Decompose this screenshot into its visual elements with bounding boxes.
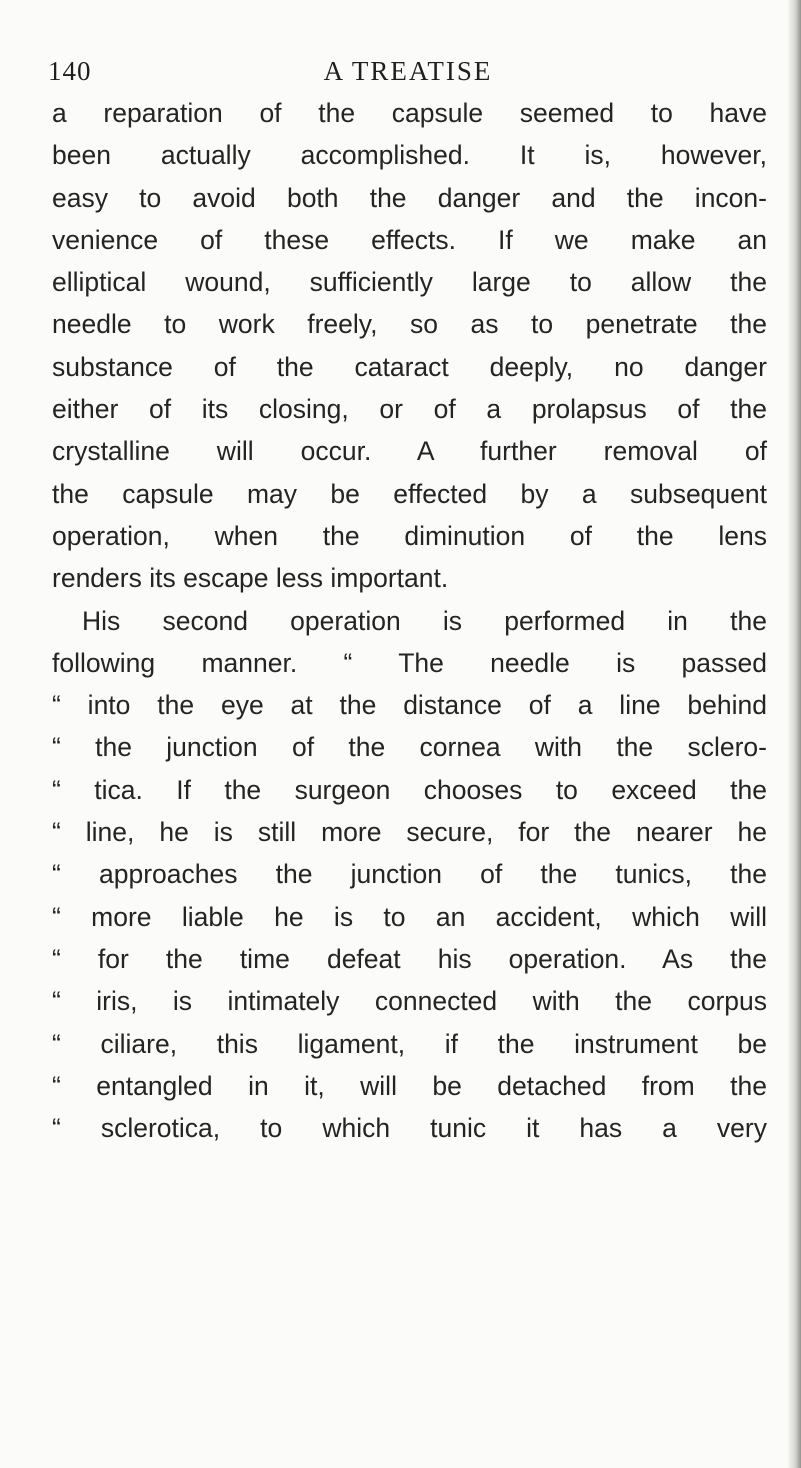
text-line: substance of the cataract deeply, no danger <box>52 351 767 382</box>
text-line: either of its closing, or of a prolapsus of the <box>52 394 767 425</box>
page-header <box>48 56 768 96</box>
quoted-line: “ line, he is still more secure, for the nearer he <box>52 817 767 848</box>
text-line: following manner. “ The needle is passed <box>52 647 767 678</box>
text-line: needle to work freely, so as to penetrate the <box>52 309 767 340</box>
quoted-line: “ ciliare, this ligament, if the instrument be <box>52 1028 767 1059</box>
text-line: elliptical wound, sufficiently large to allow the <box>52 267 767 298</box>
quoted-line: “ tica. If the surgeon chooses to exceed the <box>52 774 767 805</box>
running-head: A TREATISE <box>323 56 493 86</box>
quoted-line: “ iris, is intimately connected with the corpus <box>52 986 767 1017</box>
body-text <box>52 92 767 1149</box>
text-line: a reparation of the capsule seemed to have <box>52 98 767 128</box>
quoted-line: “ into the eye at the distance of a line behind <box>52 690 767 721</box>
page-edge-shadow <box>787 0 801 1468</box>
text-line: been actually accomplished. It is, however, <box>52 140 767 171</box>
text-line: operation, when the diminution of the lens <box>52 520 767 551</box>
text-line: the capsule may be effected by a subsequent <box>52 478 767 509</box>
quoted-line: “ more liable he is to an accident, which will <box>52 901 767 932</box>
text-line: crystalline will occur. A further removal of <box>52 436 767 467</box>
paragraph-start-line: His second operation is performed in the <box>82 605 767 636</box>
quoted-line: “ approaches the junction of the tunics, the <box>52 859 767 890</box>
text-line: venience of these effects. If we make an <box>52 224 767 255</box>
text-line: easy to avoid both the danger and the incon- <box>52 182 767 213</box>
quoted-line: “ for the time defeat his operation. As the <box>52 943 767 974</box>
quoted-line: “ the junction of the cornea with the sclero- <box>52 732 767 763</box>
quoted-line: “ entangled in it, will be detached from the <box>52 1070 767 1101</box>
quoted-line: “ sclerotica, to which tunic it has a very <box>52 1113 767 1144</box>
paragraph-end-line: renders its escape less important. <box>52 563 449 594</box>
page-number: 140 <box>48 56 92 86</box>
